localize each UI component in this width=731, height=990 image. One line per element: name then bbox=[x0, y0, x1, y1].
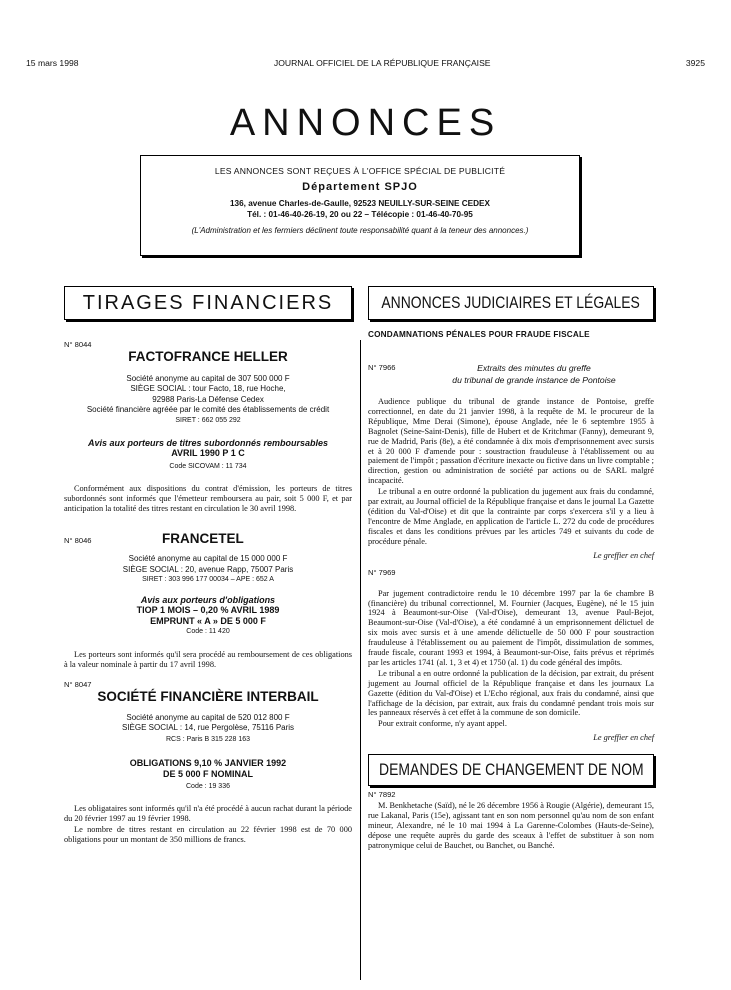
avis-heading: Avis aux porteurs d'obligations bbox=[140, 595, 276, 606]
announcement-body: Les porteurs sont informés qu'il sera procédé au remboursement de ces obligations à la valeur nominale à partir du 17 avril 1998. bbox=[64, 649, 352, 669]
page-header bbox=[26, 58, 705, 68]
rcs: RCS : Paris B 315 228 163 bbox=[165, 736, 251, 744]
security-title: OBLIGATIONS 9,10 % JANVIER 1992 bbox=[129, 757, 287, 768]
announcement-number: N° 7969 bbox=[368, 567, 396, 577]
section-heading-label: ANNONCES JUDICIAIRES ET LÉGALES bbox=[381, 293, 641, 312]
security-title: AVRIL 1990 P 1 C bbox=[171, 448, 245, 459]
company-info-line: Société anonyme au capital de 307 500 000 F bbox=[126, 374, 290, 383]
notice-address: 136, avenue Charles-de-Gaulle, 92523 NEUILLY-SUR-SEINE CEDEX bbox=[230, 199, 490, 208]
header-page-number: 3925 bbox=[685, 58, 705, 68]
announcement-number: N° 8047 bbox=[64, 679, 92, 689]
company-info-line: SIÈGE SOCIAL : tour Facto, 18, rue Hoche, bbox=[130, 384, 286, 394]
security-title: EMPRUNT « A » DE 5 000 F bbox=[150, 616, 266, 627]
announcement-body: Les obligataires sont informés qu'il n'a été procédé à aucun rachat durant la période du 20 février 1997 au 19 février 1998. bbox=[64, 804, 352, 824]
announcement-body: Le tribunal a en outre ordonné la publication de la décision, par extrait, du présent jugement au Journal officiel de la République française et dans les journaux La Gazette (édition du Val-d'Oise) et L'Echo régional, aux frais du condamné, ainsi que l'affichage de la décision, par extrait, aux frais du condamné pendant trois mois sur les panneaux réservés à cet effet à la commune de son domicile. bbox=[368, 668, 654, 718]
company-info-line: Société anonyme au capital de 15 000 000 F bbox=[128, 554, 288, 564]
siret: SIRET : 662 055 292 bbox=[175, 416, 241, 424]
announcement-7966 bbox=[368, 363, 654, 560]
announcement-number: N° 8044 bbox=[64, 340, 92, 349]
siret: SIRET : 303 996 177 00034 – APE : 652 A bbox=[142, 575, 274, 583]
announcement-body: Conformément aux dispositions du contrat d'émission, les porteurs de titres subordonnés sont informés que l'émetteur remboursera au pair, soit 5 000 F, et par anticipation la totalité des titres restant en circulation le 30 avril 1998. bbox=[64, 484, 352, 514]
security-title: TIOP 1 MOIS – 0,20 % AVRIL 1989 bbox=[136, 605, 280, 616]
signature: Le greffier en chef bbox=[593, 733, 654, 743]
company-name: FRANCETEL bbox=[162, 531, 244, 547]
announcement-body: Par jugement contradictoire rendu le 10 décembre 1997 par la 6e chambre B (financière) du tribunal correctionnel, M. Fournier (Jacques, Eugène), né le 15 juin 1924 à Beaumont-sur-Oise (Val-d'Oise), demeurant 13, avenue Paul-Bejot, Beaumont-sur-Oise (Val-d'Oise), a été condamné à un emprisonnement délictuel de six mois avec sursis et à une amende délictuelle de 50 000 F pour soustraction frauduleuse à l'établissement ou au paiement de l'impôt, dissimulation de sommes, fraude fiscale, courant 1993 et 1994, à Beaumont-sur-Oise, faits prévus et réprimés par les articles 1741 (al. 1, 3 et 4) et 1750 (al. 1) du code général des impôts. bbox=[368, 588, 654, 667]
announcement-body: Le nombre de titres restant en circulation au 22 février 1998 est de 70 000 obligations pour un montant de 350 millions de francs. bbox=[64, 825, 352, 844]
masthead-title: ANNONCES bbox=[229, 102, 502, 144]
company-info-line: SIÈGE SOCIAL : 14, rue Pergolèse, 75116 Paris bbox=[121, 723, 295, 732]
section-heading-changement-nom bbox=[368, 754, 654, 786]
header-date: 15 mars 1998 bbox=[26, 58, 79, 68]
announcement-body: Le tribunal a en outre ordonné la publication du jugement aux frais du condamné, par extrait, au Journal officiel de la République française et dans le journal La Gazette (édition du Val-d'Oise) et dit que la contrainte par corps s'exercera s'il y a lieu à l'encontre de Mme Anglade, en application de l'article L. 272 du code de procédures fiscales et dans les conditions prévues par les articles 749 et suivants du code de procédure pénale. bbox=[368, 487, 654, 546]
notice-disclaimer: (L'Administration et les fermiers déclinent toute responsabilité quant à la teneur des annonces.) bbox=[191, 226, 529, 235]
notice-line: LES ANNONCES SONT REÇUES À L'OFFICE SPÉCIAL DE PUBLICITÉ bbox=[214, 166, 506, 176]
announcement-7969 bbox=[368, 568, 654, 743]
section-heading-label: DEMANDES DE CHANGEMENT DE NOM bbox=[378, 760, 644, 780]
security-code: Code : 11 420 bbox=[186, 628, 230, 636]
company-info-line: Société financière agréée par le comité des établissements de crédit bbox=[86, 405, 330, 415]
column-divider bbox=[360, 340, 361, 980]
section-heading-judiciaires bbox=[368, 286, 654, 320]
signature: Le greffier en chef bbox=[593, 550, 654, 560]
avis-heading: Avis aux porteurs de titres subordonnés remboursables bbox=[87, 438, 329, 449]
extract-title: Extraits des minutes du greffe bbox=[477, 363, 591, 373]
company-info-line: 92988 Paris-La Défense Cedex bbox=[152, 394, 264, 404]
company-info-line: SIÈGE SOCIAL : 20, avenue Rapp, 75007 Paris bbox=[122, 564, 294, 574]
notice-phone: Tél. : 01-46-40-26-19, 20 ou 22 – Télécopie : 01-46-40-70-95 bbox=[247, 210, 473, 219]
extract-heading-line2 bbox=[368, 375, 654, 385]
security-code: Code SICOVAM : 11 734 bbox=[169, 463, 247, 471]
announcement-number: N° 7892 bbox=[368, 790, 396, 800]
security-title: DE 5 000 F NOMINAL bbox=[162, 768, 254, 779]
company-name: SOCIÉTÉ FINANCIÈRE INTERBAIL bbox=[97, 688, 319, 704]
announcement-body: M. Benkhetache (Saïd), né le 26 décembre 1956 à Rougie (Algérie), demeurant 15, rue Lakanal, Paris (15e), agissant tant en son nom personnel qu'au nom de son enfant mineur, Alexandre, né le 10 mai 1994 à La Garenne-Colombes (Hauts-de-Seine), dépose une requête auprès du garde des sceaux à l'effet de substituer à son nom patronymique celui de Bauchet, ou Banchet, ou Banché. bbox=[368, 801, 655, 850]
extract-title: du tribunal de grande instance de Pontoise bbox=[452, 375, 616, 385]
notice-department: Département SPJO bbox=[302, 181, 418, 193]
right-column bbox=[368, 286, 654, 851]
announcement-body: Audience publique du tribunal de grande instance de Pontoise, greffe correctionnel, en date du 21 janvier 1998, à la requête de M. le procureur de la République, Mme Derai (Simone), épouse Anglade, née le 6 septembre 1955 à Bagnolet (Seine-Saint-Denis), fille de Hubert et de Kritchmar (Fanny), demeurant 9, rue de Madrid, Paris (8e), a été condamnée à dix mois d'emprisonnement avec sursis et à 20 000 F d'amende pour : soustraction frauduleuse à l'établissement ou au paiement de l'impôt ; passation d'écriture inexacte ou fictive dans un livre comptable ; direction, gestion ou administration de société par actions ou de SARL malgré incapacité. bbox=[368, 397, 654, 486]
announcement-number: N° 7966 bbox=[368, 363, 396, 372]
announcement-body: Pour extrait conforme, n'y ayant appel. bbox=[378, 719, 507, 729]
company-name: FACTOFRANCE HELLER bbox=[128, 349, 288, 364]
announcement-8047 bbox=[64, 680, 352, 845]
notice-box bbox=[140, 155, 580, 256]
header-journal: JOURNAL OFFICIEL DE LA RÉPUBLIQUE FRANÇAISE bbox=[273, 58, 491, 68]
announcement-7892 bbox=[368, 790, 654, 851]
security-code: Code : 19 336 bbox=[186, 782, 230, 790]
announcement-number: N° 8046 bbox=[64, 536, 92, 546]
extract-heading bbox=[368, 363, 654, 373]
announcement-8044 bbox=[64, 340, 352, 514]
category-heading: CONDAMNATIONS PÉNALES POUR FRAUDE FISCALE bbox=[368, 330, 590, 339]
section-heading-label: TIRAGES FINANCIERS bbox=[82, 291, 334, 314]
left-column bbox=[64, 286, 352, 845]
company-info-line: Société anonyme au capital de 520 012 800 F bbox=[126, 712, 290, 722]
announcement-8046 bbox=[64, 528, 352, 669]
section-heading-tirages bbox=[64, 286, 352, 320]
